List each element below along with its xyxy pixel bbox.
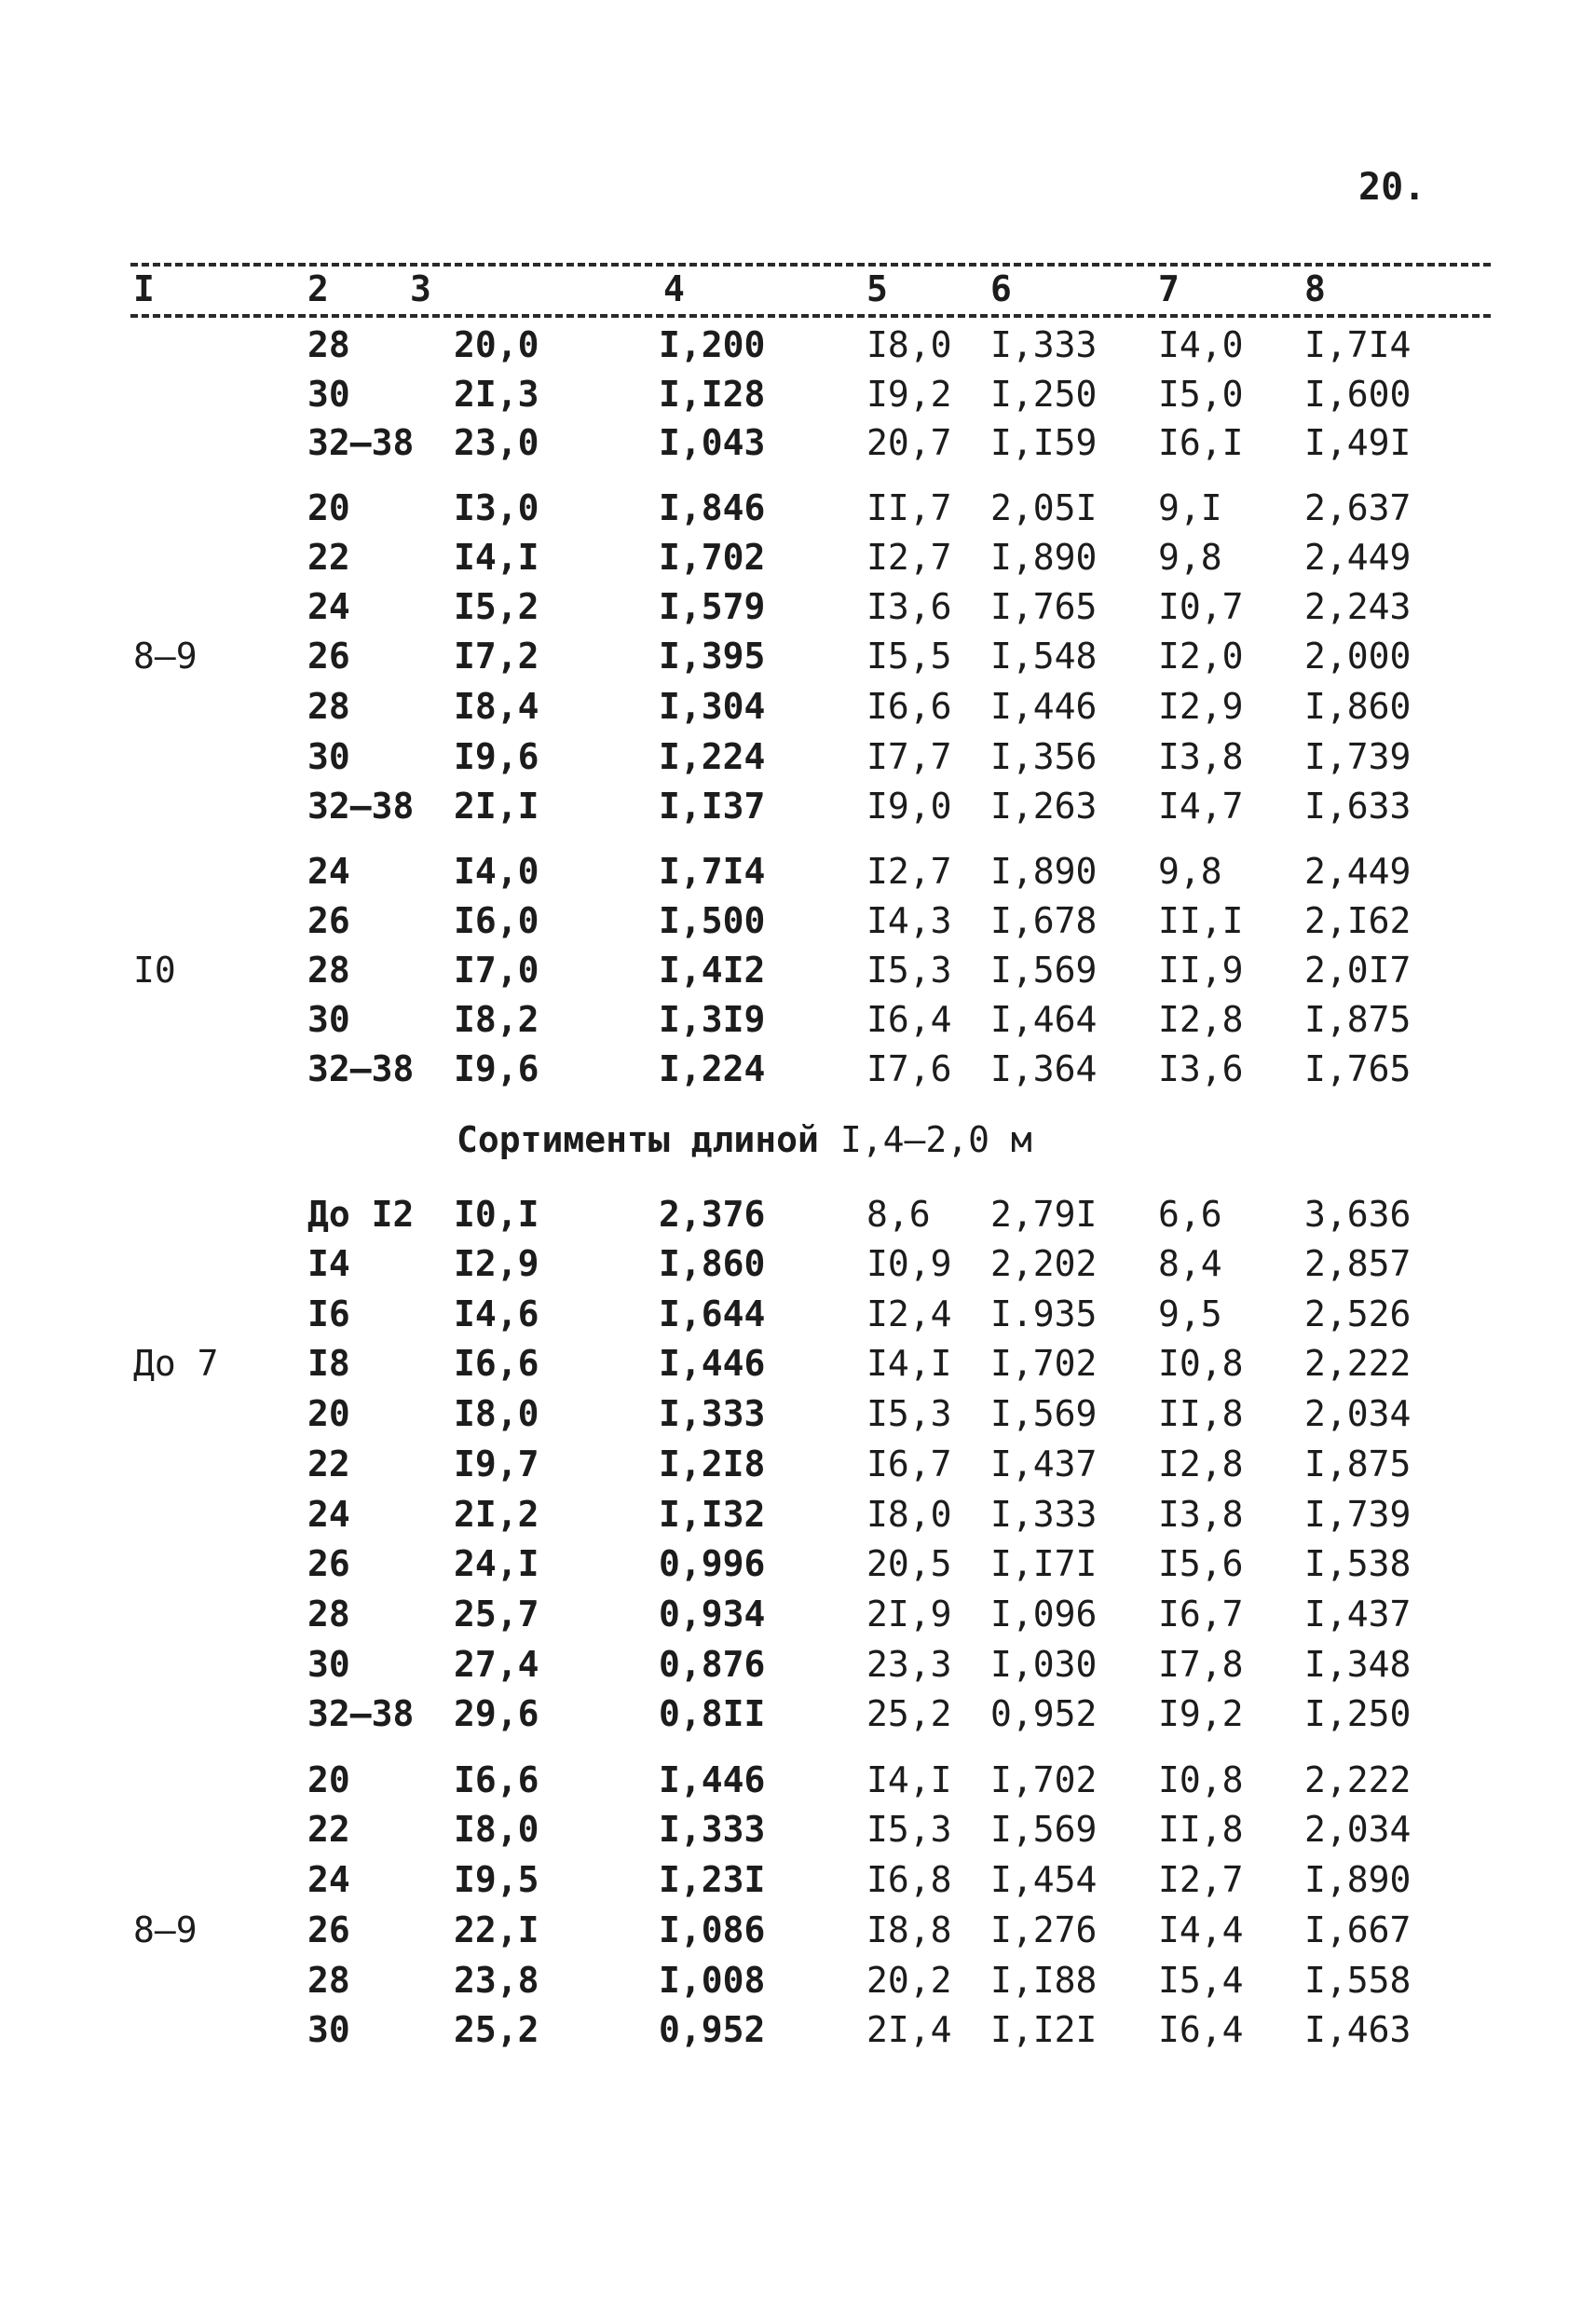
section-title-bold: Сортименты длиной bbox=[457, 1119, 840, 1160]
table-cell-col-3: 25,7 bbox=[454, 1594, 539, 1635]
table-cell-col-8: I,860 bbox=[1304, 686, 1412, 727]
header-col-6: 6 bbox=[990, 268, 1012, 309]
table-row bbox=[0, 2006, 1596, 2053]
table-cell-col-4: I,224 bbox=[659, 1048, 766, 1089]
table-cell-col-5: I4,I bbox=[866, 1759, 952, 1800]
table-cell-col-8: I,875 bbox=[1304, 999, 1412, 1040]
table-cell-col-7: I5,0 bbox=[1158, 374, 1244, 415]
table-cell-col-3: 24,I bbox=[454, 1543, 539, 1584]
table-row bbox=[0, 1907, 1596, 1953]
table-cell-col-2: I8 bbox=[307, 1343, 350, 1384]
table-cell-col-7: 6,6 bbox=[1158, 1194, 1222, 1235]
table-cell-col-4: I,7I4 bbox=[659, 851, 766, 892]
table-cell-col-8: 2,449 bbox=[1304, 537, 1412, 578]
table-cell-col-3: 23,8 bbox=[454, 1960, 539, 2001]
table-row bbox=[0, 1240, 1596, 1287]
table-cell-col-4: I,395 bbox=[659, 636, 766, 677]
table-cell-col-8: I,633 bbox=[1304, 786, 1412, 827]
table-row bbox=[0, 633, 1596, 679]
table-cell-col-8: 2,034 bbox=[1304, 1809, 1412, 1850]
table-cell-col-8: I,49I bbox=[1304, 422, 1412, 463]
header-col-2: 2 bbox=[307, 268, 329, 309]
table-cell-col-3: I7,2 bbox=[454, 636, 539, 677]
table-row bbox=[0, 534, 1596, 581]
table-cell-col-8: I,7I4 bbox=[1304, 324, 1412, 365]
table-cell-col-1: До 7 bbox=[133, 1343, 219, 1384]
table-cell-col-3: I6,6 bbox=[454, 1759, 539, 1800]
table-cell-col-3: 2I,I bbox=[454, 786, 539, 827]
table-cell-col-7: II,9 bbox=[1158, 950, 1244, 991]
table-cell-col-7: I5,4 bbox=[1158, 1960, 1244, 2001]
table-cell-col-7: I5,6 bbox=[1158, 1543, 1244, 1584]
table-cell-col-5: 8,6 bbox=[866, 1194, 931, 1235]
table-cell-col-6: I,I2I bbox=[990, 2009, 1098, 2050]
table-cell-col-2: 30 bbox=[307, 1644, 350, 1685]
table-row bbox=[0, 583, 1596, 630]
table-cell-col-3: I4,I bbox=[454, 537, 539, 578]
table-cell-col-2: I6 bbox=[307, 1293, 350, 1334]
table-cell-col-4: I,I37 bbox=[659, 786, 766, 827]
table-cell-col-5: I8,0 bbox=[866, 324, 952, 365]
table-cell-col-2: 28 bbox=[307, 1594, 350, 1635]
page-number: 20. bbox=[1358, 166, 1426, 209]
table-cell-col-2: 22 bbox=[307, 537, 350, 578]
table-row bbox=[0, 683, 1596, 730]
header-col-3: 3 bbox=[410, 268, 431, 309]
table-cell-col-5: I0,9 bbox=[866, 1243, 952, 1284]
table-cell-col-4: I,333 bbox=[659, 1809, 766, 1850]
header-col-8: 8 bbox=[1304, 268, 1326, 309]
table-cell-col-8: 2,222 bbox=[1304, 1759, 1412, 1800]
table-cell-col-6: I,I59 bbox=[990, 422, 1098, 463]
table-cell-col-3: I4,0 bbox=[454, 851, 539, 892]
table-cell-col-5: I4,3 bbox=[866, 900, 952, 941]
table-cell-col-5: I6,8 bbox=[866, 1859, 952, 1900]
table-row bbox=[0, 1191, 1596, 1238]
table-cell-col-7: I3,6 bbox=[1158, 1048, 1244, 1089]
table-cell-col-2: 26 bbox=[307, 1543, 350, 1584]
table-row bbox=[0, 1540, 1596, 1587]
table-cell-col-5: 20,7 bbox=[866, 422, 952, 463]
table-cell-col-2: До I2 bbox=[307, 1194, 415, 1235]
table-cell-col-1: 8–9 bbox=[133, 1909, 198, 1950]
table-cell-col-5: I5,3 bbox=[866, 1809, 952, 1850]
table-cell-col-7: I3,8 bbox=[1158, 736, 1244, 777]
table-cell-col-2: 32–38 bbox=[307, 1048, 415, 1089]
table-row bbox=[0, 1390, 1596, 1437]
table-cell-col-7: I2,9 bbox=[1158, 686, 1244, 727]
table-cell-col-8: I,250 bbox=[1304, 1693, 1412, 1734]
table-cell-col-5: 2I,4 bbox=[866, 2009, 952, 2050]
table-cell-col-8: 2,526 bbox=[1304, 1293, 1412, 1334]
table-cell-col-4: I,043 bbox=[659, 422, 766, 463]
table-cell-col-4: I,086 bbox=[659, 1909, 766, 1950]
table-cell-col-4: I,3I9 bbox=[659, 999, 766, 1040]
table-row bbox=[0, 371, 1596, 417]
header-col-1: I bbox=[133, 268, 155, 309]
table-cell-col-7: 8,4 bbox=[1158, 1243, 1222, 1284]
table-row bbox=[0, 1856, 1596, 1903]
table-cell-col-3: I3,0 bbox=[454, 487, 539, 528]
table-cell-col-2: 30 bbox=[307, 999, 350, 1040]
table-cell-col-8: 2,243 bbox=[1304, 586, 1412, 627]
table-cell-col-5: I7,7 bbox=[866, 736, 952, 777]
table-cell-col-7: I2,8 bbox=[1158, 999, 1244, 1040]
table-cell-col-4: I,I28 bbox=[659, 374, 766, 415]
table-cell-col-6: I,030 bbox=[990, 1644, 1098, 1685]
table-cell-col-5: 2I,9 bbox=[866, 1594, 952, 1635]
table-cell-col-8: I,890 bbox=[1304, 1859, 1412, 1900]
table-cell-col-7: I4,0 bbox=[1158, 324, 1244, 365]
table-row bbox=[0, 1641, 1596, 1688]
section-title-range: I,4–2,0 м bbox=[839, 1119, 1032, 1160]
table-cell-col-2: 28 bbox=[307, 1960, 350, 2001]
table-cell-col-5: 20,5 bbox=[866, 1543, 952, 1584]
table-cell-col-8: I,437 bbox=[1304, 1594, 1412, 1635]
table-row bbox=[0, 1806, 1596, 1853]
table-cell-col-6: I,250 bbox=[990, 374, 1098, 415]
table-cell-col-5: I6,4 bbox=[866, 999, 952, 1040]
table-cell-col-5: I8,0 bbox=[866, 1494, 952, 1535]
table-cell-col-3: 25,2 bbox=[454, 2009, 539, 2050]
table-cell-col-2: 22 bbox=[307, 1443, 350, 1484]
table-cell-col-4: I,579 bbox=[659, 586, 766, 627]
table-cell-col-4: I,I32 bbox=[659, 1494, 766, 1535]
table-row bbox=[0, 1757, 1596, 1803]
table-cell-col-2: 26 bbox=[307, 900, 350, 941]
table-cell-col-7: I0,8 bbox=[1158, 1759, 1244, 1800]
table-row bbox=[0, 996, 1596, 1043]
table-cell-col-7: 9,5 bbox=[1158, 1293, 1222, 1334]
table-cell-col-2: 20 bbox=[307, 1393, 350, 1434]
table-cell-col-5: I6,6 bbox=[866, 686, 952, 727]
table-cell-col-5: I3,6 bbox=[866, 586, 952, 627]
table-cell-col-4: I,2I8 bbox=[659, 1443, 766, 1484]
table-cell-col-8: 3,636 bbox=[1304, 1194, 1412, 1235]
table-cell-col-6: I,569 bbox=[990, 950, 1098, 991]
table-row bbox=[0, 1591, 1596, 1637]
table-cell-col-2: 30 bbox=[307, 2009, 350, 2050]
table-cell-col-6: I,364 bbox=[990, 1048, 1098, 1089]
table-cell-col-7: I2,0 bbox=[1158, 636, 1244, 677]
table-cell-col-8: I,667 bbox=[1304, 1909, 1412, 1950]
table-cell-col-2: 24 bbox=[307, 1494, 350, 1535]
table-cell-col-7: II,I bbox=[1158, 900, 1244, 941]
table-cell-col-8: 2,I62 bbox=[1304, 900, 1412, 941]
table-cell-col-4: 0,952 bbox=[659, 2009, 766, 2050]
table-cell-col-6: 2,202 bbox=[990, 1243, 1098, 1284]
table-cell-col-6: I,569 bbox=[990, 1393, 1098, 1434]
table-cell-col-2: 28 bbox=[307, 324, 350, 365]
table-cell-col-6: I,454 bbox=[990, 1859, 1098, 1900]
table-row bbox=[0, 848, 1596, 895]
table-cell-col-6: I.935 bbox=[990, 1293, 1098, 1334]
table-cell-col-7: I6,I bbox=[1158, 422, 1244, 463]
table-cell-col-3: I9,5 bbox=[454, 1859, 539, 1900]
table-cell-col-6: I,356 bbox=[990, 736, 1098, 777]
table-cell-col-5: I2,7 bbox=[866, 851, 952, 892]
table-cell-col-6: I,I88 bbox=[990, 1960, 1098, 2001]
table-row bbox=[0, 733, 1596, 780]
table-cell-col-5: I9,0 bbox=[866, 786, 952, 827]
table-cell-col-7: 9,8 bbox=[1158, 537, 1222, 578]
table-cell-col-2: 28 bbox=[307, 950, 350, 991]
table-cell-col-8: I,739 bbox=[1304, 736, 1412, 777]
table-cell-col-7: I4,4 bbox=[1158, 1909, 1244, 1950]
table-row bbox=[0, 897, 1596, 944]
table-cell-col-8: I,558 bbox=[1304, 1960, 1412, 2001]
table-cell-col-7: I2,8 bbox=[1158, 1443, 1244, 1484]
table-row bbox=[0, 1690, 1596, 1737]
table-row bbox=[0, 321, 1596, 368]
table-cell-col-7: I7,8 bbox=[1158, 1644, 1244, 1685]
table-cell-col-3: I6,0 bbox=[454, 900, 539, 941]
table-cell-col-8: I,348 bbox=[1304, 1644, 1412, 1685]
table-cell-col-3: 23,0 bbox=[454, 422, 539, 463]
table-cell-col-4: 0,996 bbox=[659, 1543, 766, 1584]
table-cell-col-6: I,096 bbox=[990, 1594, 1098, 1635]
table-cell-col-4: I,333 bbox=[659, 1393, 766, 1434]
table-cell-col-8: I,538 bbox=[1304, 1543, 1412, 1584]
table-cell-col-3: 2I,3 bbox=[454, 374, 539, 415]
table-cell-col-5: I6,7 bbox=[866, 1443, 952, 1484]
table-cell-col-5: I9,2 bbox=[866, 374, 952, 415]
table-cell-col-6: I,333 bbox=[990, 1494, 1098, 1535]
table-cell-col-2: I4 bbox=[307, 1243, 350, 1284]
header-col-5: 5 bbox=[866, 268, 888, 309]
table-cell-col-4: I,846 bbox=[659, 487, 766, 528]
table-cell-col-4: I,4I2 bbox=[659, 950, 766, 991]
table-cell-col-2: 32–38 bbox=[307, 1693, 415, 1734]
table-cell-col-2: 26 bbox=[307, 1909, 350, 1950]
table-cell-col-6: I,I7I bbox=[990, 1543, 1098, 1584]
table-cell-col-5: 23,3 bbox=[866, 1644, 952, 1685]
table-cell-col-6: 2,79I bbox=[990, 1194, 1098, 1235]
table-cell-col-8: 2,449 bbox=[1304, 851, 1412, 892]
table-cell-col-6: 0,952 bbox=[990, 1693, 1098, 1734]
table-cell-col-3: I0,I bbox=[454, 1194, 539, 1235]
table-cell-col-7: I4,7 bbox=[1158, 786, 1244, 827]
table-cell-col-2: 28 bbox=[307, 686, 350, 727]
table-cell-col-3: I8,4 bbox=[454, 686, 539, 727]
table-cell-col-8: I,765 bbox=[1304, 1048, 1412, 1089]
header-col-7: 7 bbox=[1158, 268, 1180, 309]
table-cell-col-4: I,008 bbox=[659, 1960, 766, 2001]
table-cell-col-4: I,446 bbox=[659, 1759, 766, 1800]
table-cell-col-7: 9,I bbox=[1158, 487, 1222, 528]
table-row bbox=[0, 485, 1596, 531]
table-cell-col-7: II,8 bbox=[1158, 1809, 1244, 1850]
table-cell-col-3: I5,2 bbox=[454, 586, 539, 627]
table-cell-col-4: I,200 bbox=[659, 324, 766, 365]
table-row bbox=[0, 1441, 1596, 1487]
table-cell-col-3: I8,0 bbox=[454, 1809, 539, 1850]
table-cell-col-7: I3,8 bbox=[1158, 1494, 1244, 1535]
table-cell-col-6: I,446 bbox=[990, 686, 1098, 727]
table-cell-col-3: I8,2 bbox=[454, 999, 539, 1040]
table-cell-col-4: 0,876 bbox=[659, 1644, 766, 1685]
table-cell-col-5: I8,8 bbox=[866, 1909, 952, 1950]
table-cell-col-2: 20 bbox=[307, 1759, 350, 1800]
table-row bbox=[0, 947, 1596, 993]
table-cell-col-6: I,548 bbox=[990, 636, 1098, 677]
table-cell-col-7: I9,2 bbox=[1158, 1693, 1244, 1734]
table-cell-col-2: 32–38 bbox=[307, 422, 415, 463]
table-cell-col-4: 0,934 bbox=[659, 1594, 766, 1635]
table-cell-col-7: I2,7 bbox=[1158, 1859, 1244, 1900]
table-cell-col-4: I,860 bbox=[659, 1243, 766, 1284]
table-cell-col-2: 32–38 bbox=[307, 786, 415, 827]
table-cell-col-4: I,500 bbox=[659, 900, 766, 941]
table-cell-col-2: 20 bbox=[307, 487, 350, 528]
table-cell-col-8: I,875 bbox=[1304, 1443, 1412, 1484]
table-cell-col-3: 20,0 bbox=[454, 324, 539, 365]
table-cell-col-6: I,569 bbox=[990, 1809, 1098, 1850]
table-cell-col-3: 27,4 bbox=[454, 1644, 539, 1685]
table-cell-col-2: 26 bbox=[307, 636, 350, 677]
table-cell-col-6: I,263 bbox=[990, 786, 1098, 827]
table-row bbox=[0, 1291, 1596, 1337]
table-row bbox=[0, 1957, 1596, 2004]
header-col-4: 4 bbox=[663, 268, 685, 309]
table-cell-col-4: I,224 bbox=[659, 736, 766, 777]
table-cell-col-5: 25,2 bbox=[866, 1693, 952, 1734]
table-cell-col-3: I9,7 bbox=[454, 1443, 539, 1484]
table-cell-col-5: II,7 bbox=[866, 487, 952, 528]
table-row bbox=[0, 1046, 1596, 1092]
table-cell-col-6: I,702 bbox=[990, 1343, 1098, 1384]
table-cell-col-1: I0 bbox=[133, 950, 176, 991]
table-cell-col-8: 2,637 bbox=[1304, 487, 1412, 528]
table-cell-col-8: 2,034 bbox=[1304, 1393, 1412, 1434]
table-cell-col-5: I4,I bbox=[866, 1343, 952, 1384]
table-cell-col-8: I,463 bbox=[1304, 2009, 1412, 2050]
table-cell-col-2: 24 bbox=[307, 851, 350, 892]
table-cell-col-4: I,446 bbox=[659, 1343, 766, 1384]
table-cell-col-8: 2,222 bbox=[1304, 1343, 1412, 1384]
table-cell-col-3: I7,0 bbox=[454, 950, 539, 991]
table-cell-col-2: 24 bbox=[307, 586, 350, 627]
table-cell-col-5: I5,3 bbox=[866, 950, 952, 991]
table-cell-col-3: I9,6 bbox=[454, 1048, 539, 1089]
table-cell-col-6: I,702 bbox=[990, 1759, 1098, 1800]
table-row bbox=[0, 783, 1596, 829]
table-cell-col-5: I7,6 bbox=[866, 1048, 952, 1089]
table-row bbox=[0, 1340, 1596, 1387]
table-cell-col-6: 2,05I bbox=[990, 487, 1098, 528]
table-cell-col-7: I6,7 bbox=[1158, 1594, 1244, 1635]
table-cell-col-4: I,23I bbox=[659, 1859, 766, 1900]
table-cell-col-8: 2,0I7 bbox=[1304, 950, 1412, 991]
table-cell-col-5: I2,7 bbox=[866, 537, 952, 578]
table-cell-col-5: I2,4 bbox=[866, 1293, 952, 1334]
table-cell-col-2: 24 bbox=[307, 1859, 350, 1900]
table-cell-col-6: I,437 bbox=[990, 1443, 1098, 1484]
table-cell-col-6: I,276 bbox=[990, 1909, 1098, 1950]
table-cell-col-4: 0,8II bbox=[659, 1693, 766, 1734]
table-row bbox=[0, 419, 1596, 466]
table-cell-col-6: I,464 bbox=[990, 999, 1098, 1040]
table-cell-col-3: 2I,2 bbox=[454, 1494, 539, 1535]
table-cell-col-8: I,600 bbox=[1304, 374, 1412, 415]
table-cell-col-4: I,304 bbox=[659, 686, 766, 727]
table-cell-col-8: 2,000 bbox=[1304, 636, 1412, 677]
table-cell-col-3: I2,9 bbox=[454, 1243, 539, 1284]
table-cell-col-6: I,765 bbox=[990, 586, 1098, 627]
table-cell-col-8: 2,857 bbox=[1304, 1243, 1412, 1284]
table-cell-col-2: 30 bbox=[307, 736, 350, 777]
table-cell-col-7: II,8 bbox=[1158, 1393, 1244, 1434]
table-cell-col-6: I,890 bbox=[990, 851, 1098, 892]
table-cell-col-7: I6,4 bbox=[1158, 2009, 1244, 2050]
table-cell-col-3: I8,0 bbox=[454, 1393, 539, 1434]
table-cell-col-4: I,702 bbox=[659, 537, 766, 578]
table-cell-col-6: I,333 bbox=[990, 324, 1098, 365]
table-cell-col-7: I0,7 bbox=[1158, 586, 1244, 627]
table-cell-col-5: 20,2 bbox=[866, 1960, 952, 2001]
table-cell-col-5: I5,5 bbox=[866, 636, 952, 677]
table-cell-col-3: 29,6 bbox=[454, 1693, 539, 1734]
table-cell-col-3: I9,6 bbox=[454, 736, 539, 777]
table-cell-col-7: 9,8 bbox=[1158, 851, 1222, 892]
table-cell-col-3: I4,6 bbox=[454, 1293, 539, 1334]
table-cell-col-4: I,644 bbox=[659, 1293, 766, 1334]
table-cell-col-4: 2,376 bbox=[659, 1194, 766, 1235]
table-cell-col-6: I,678 bbox=[990, 900, 1098, 941]
table-cell-col-5: I5,3 bbox=[866, 1393, 952, 1434]
table-cell-col-7: I0,8 bbox=[1158, 1343, 1244, 1384]
table-cell-col-2: 30 bbox=[307, 374, 350, 415]
table-cell-col-1: 8–9 bbox=[133, 636, 198, 677]
table-cell-col-8: I,739 bbox=[1304, 1494, 1412, 1535]
table-cell-col-2: 22 bbox=[307, 1809, 350, 1850]
table-row bbox=[0, 1491, 1596, 1538]
table-cell-col-3: 22,I bbox=[454, 1909, 539, 1950]
table-cell-col-6: I,890 bbox=[990, 537, 1098, 578]
table-cell-col-3: I6,6 bbox=[454, 1343, 539, 1384]
